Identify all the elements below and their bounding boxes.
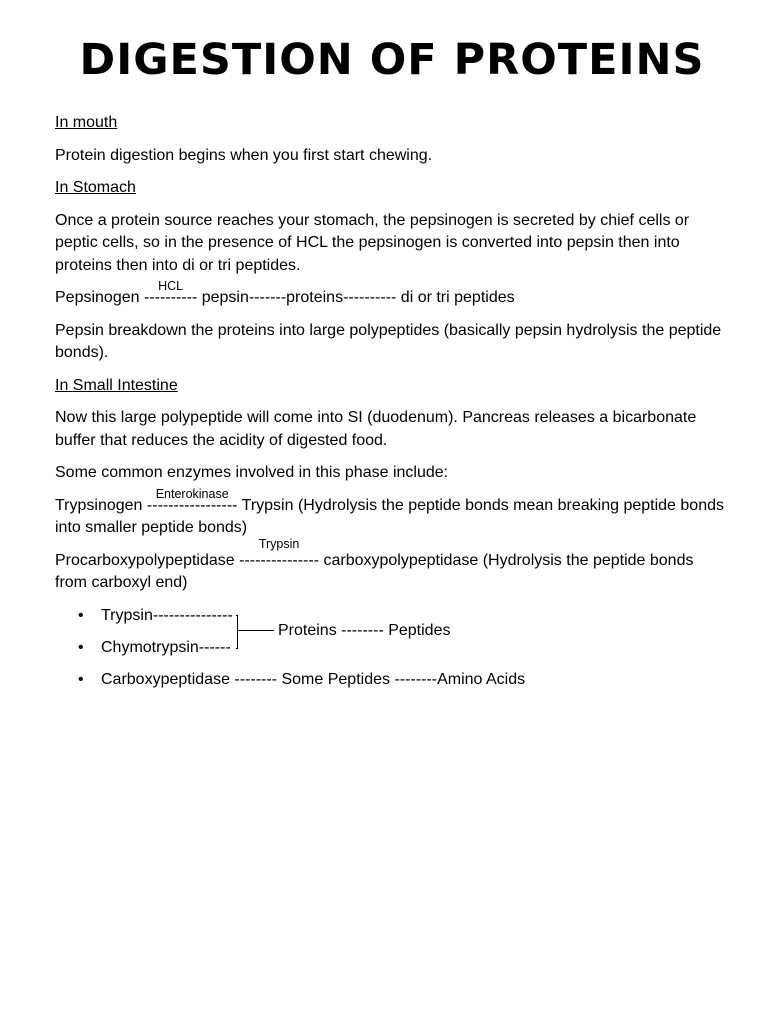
- reaction-arrow: [239, 536, 320, 573]
- reaction-products: carboxypolypeptidase (Hydrolysis the peptide bonds from carboxyl end): [55, 551, 694, 591]
- section-heading-small-intestine: In Small Intestine: [55, 376, 178, 394]
- arrow-dashes: ---------------: [239, 551, 320, 569]
- pepsin-paragraph: Pepsin breakdown the proteins into large polypeptides (basically pepsin hydrolysis the peptide bonds).: [55, 321, 722, 361]
- stomach-paragraph: Once a protein source reaches your stomach, the pepsinogen is secreted by chief cells or peptic cells, so in the presence of HCL the pepsinogen is converted into pepsin then into proteins then into di or tri peptides.: [55, 211, 690, 274]
- reaction-catalyst-label: HCL: [158, 279, 184, 293]
- reaction-substrate: Procarboxypolypeptidase: [55, 551, 240, 569]
- mouth-paragraph: Protein digestion begins when you first start chewing.: [55, 146, 433, 164]
- enzymes-intro: Some common enzymes involved in this phase include:: [55, 464, 449, 481]
- reaction-substrate: Pepsinogen: [55, 289, 144, 306]
- list-item-text: Trypsin---------------: [101, 606, 233, 624]
- arrow-dashes: ----------: [143, 289, 198, 306]
- bracket-connector: [236, 615, 238, 649]
- reaction-catalyst-label: Trypsin: [258, 536, 300, 551]
- page-title: DIGESTION OF PROTEINS: [79, 35, 705, 85]
- bracket-label: Proteins -------- Peptides: [278, 621, 451, 639]
- list-item-text: Carboxypeptidase -------- Some Peptides --------Amino Acids: [101, 670, 526, 688]
- arrow-dashes: -----------------: [146, 496, 238, 514]
- intestine-paragraph: Now this large polypeptide will come into SI (duodenum). Pancreas releases a bicarbonate buffer that reduces the acidity of digested food.: [55, 409, 697, 449]
- section-heading-stomach: In Stomach: [55, 179, 136, 196]
- reaction-products: Trypsin (Hydrolysis the peptide bonds mean breaking peptide bonds into smaller peptide bonds): [55, 496, 724, 536]
- list-item-text: Chymotrypsin------: [101, 638, 231, 656]
- list-item: [55, 669, 725, 691]
- bracket-arm: [237, 630, 274, 631]
- reaction-products: pepsin-------proteins---------- di or tri peptides: [197, 289, 515, 306]
- reaction-arrow: [146, 486, 238, 518]
- bullet-icon: •: [78, 638, 84, 656]
- reaction-arrow: [143, 279, 198, 310]
- reaction-substrate: Trypsinogen: [55, 496, 147, 514]
- trypsinogen-reaction: [55, 486, 725, 540]
- section-heading-mouth: In mouth: [55, 114, 118, 131]
- enzyme-list: [55, 605, 725, 691]
- document-body: [55, 112, 725, 701]
- procarboxy-reaction: [55, 536, 725, 595]
- bullet-icon: •: [78, 670, 84, 688]
- pepsinogen-reaction: [55, 279, 725, 310]
- reaction-catalyst-label: Enterokinase: [155, 486, 229, 501]
- bullet-icon: •: [78, 606, 84, 624]
